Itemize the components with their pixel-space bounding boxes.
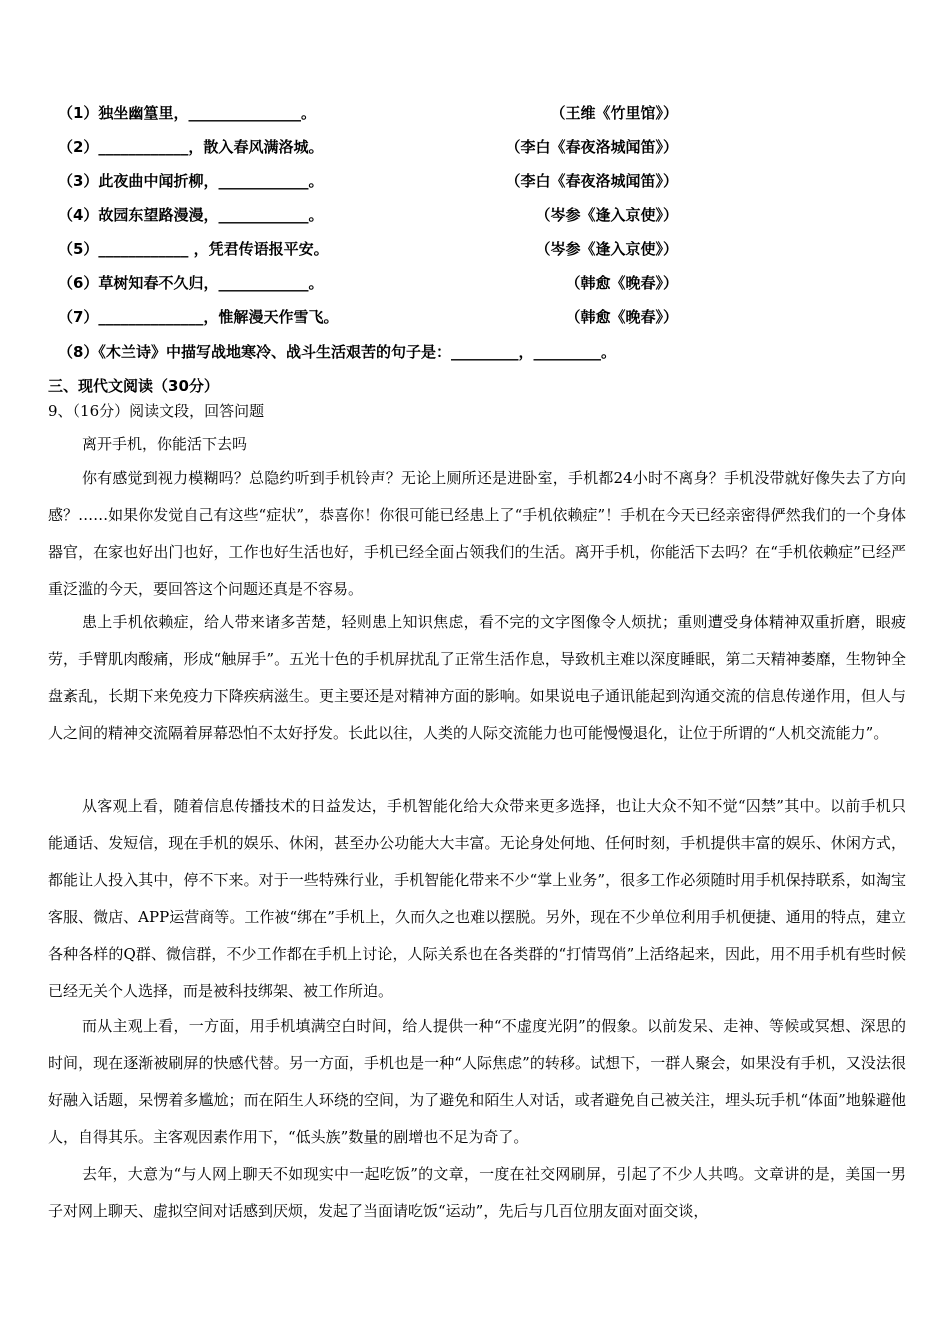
poetry-item-1 — [58, 101, 678, 125]
poetry-question: （6）草树知春不久归，____________。 — [58, 274, 324, 292]
poetry-question: （7）______________，惟解漫天作雪飞。 — [58, 308, 339, 326]
poetry-source: （李白《春夜洛城闻笛》） — [505, 138, 678, 156]
poetry-source: （王维《竹里馆》） — [550, 104, 678, 122]
question-heading: 9、（16分）阅读文段，回答问题 — [48, 402, 265, 420]
poetry-item-7 — [58, 305, 678, 329]
poetry-item-3 — [58, 169, 678, 193]
poetry-item-5 — [58, 237, 678, 261]
poetry-item-4 — [58, 203, 678, 227]
poetry-source: （岑参《逢入京使》） — [535, 240, 678, 258]
poetry-question: （5）____________ ，凭君传语报平安。 — [58, 240, 329, 258]
paragraph: 去年，大意为“与人网上聊天不如现实中一起吃饭”的文章，一度在社交网刷屏，引起了不少人共鸣。文章讲的是，美国一男子对网上聊天、虚拟空间对话感到厌烦，发起了当面请吃饭“运动”，先后与几百位朋友面对面交谈， — [48, 1165, 906, 1220]
article-title: 离开手机，你能活下去吗 — [82, 435, 248, 453]
poetry-question: （2）____________，散入春风满洛城。 — [58, 138, 324, 156]
paragraph: 从客观上看，随着信息传播技术的日益发达，手机智能化给大众带来更多选择，也让大众不知不觉“囚禁”其中。以前手机只能通话、发短信，现在手机的娱乐、休闲，甚至办公功能大大丰富。无论身处何地、任何时刻，手机提供丰富的娱乐、休闲方式，都能让人投入其中，停不下来。对于一些特殊行业，手机智能化带来不少“掌上业务”，很多工作必须随时用手机保持联系，如淘宝客服、微店、APP运营商等。工作被“绑在”手机上，久而久之也难以摆脱。另外，现在不少单位利用手机便捷、通用的特点，建立各种各样的Q群、微信群，不少工作都在手机上讨论，人际关系也在各类群的“打情骂俏”上活络起来，因此，用不用手机有些时候已经无关个人选择，而是被科技绑架、被工作所迫。 — [48, 797, 906, 1000]
poetry-source: （韩愈《晚春》） — [565, 308, 678, 326]
section-heading: 三、现代文阅读（30分） — [48, 377, 219, 395]
paragraph: 而从主观上看，一方面，用手机填满空白时间，给人提供一种“不虚度光阴”的假象。以前发呆、走神、等候或冥想、深思的时间，现在逐渐被刷屏的快感代替。另一方面，手机也是一种“人际焦虑”的转移。试想下，一群人聚会，如果没有手机，又没法很好融入话题，呆愣着多尴尬；而在陌生人环绕的空间，为了避免和陌生人对话，或者避免自己被关注，埋头玩手机“体面”地躲避他人，自得其乐。主客观因素作用下，“低头族”数量的剧增也不足为奇了。 — [48, 1017, 906, 1146]
paragraph: 你有感觉到视力模糊吗？总隐约听到手机铃声？无论上厕所还是进卧室，手机都24小时不离身？手机没带就好像失去了方向感？……如果你发觉自己有这些“症状”，恭喜你！你很可能已经患上了“手机依赖症”！手机在今天已经亲密得俨然我们的一个身体器官，在家也好出门也好，工作也好生活也好，手机已经全面占领我们的生活。离开手机，你能活下去吗？在“手机依赖症”已经严重泛滥的今天，要回答这个问题还真是不容易。 — [48, 469, 906, 598]
poetry-item-6 — [58, 271, 678, 295]
paragraph: 患上手机依赖症，给人带来诸多苦楚，轻则患上知识焦虑，看不完的文字图像令人烦扰；重则遭受身体精神双重折磨，眼疲劳，手臂肌肉酸痛，形成“触屏手”。五光十色的手机屏扰乱了正常生活作息，导致机主难以深度睡眠，第二天精神萎靡，生物钟全盘紊乱，长期下来免疫力下降疾病滋生。更主要还是对精神方面的影响。如果说电子通讯能起到沟通交流的信息传递作用，但人与人之间的精神交流隔着屏幕恐怕不太好抒发。长此以往，人类的人际交流能力也可能慢慢退化，让位于所谓的“人机交流能力”。 — [48, 613, 906, 742]
poetry-item-8: （8）《木兰诗》中描写战地寒冷、战斗生活艰苦的句子是：_________，_________。 — [58, 343, 616, 361]
poetry-question: （1）独坐幽篁里，_______________。 — [58, 104, 316, 122]
poetry-question: （4）故园东望路漫漫，____________。 — [58, 206, 324, 224]
poetry-source: （韩愈《晚春》） — [565, 274, 678, 292]
poetry-source: （岑参《逢入京使》） — [535, 206, 678, 224]
poetry-item-2 — [58, 135, 678, 159]
poetry-question: （3）此夜曲中闻折柳，____________。 — [58, 172, 324, 190]
poetry-source: （李白《春夜洛城闻笛》） — [505, 172, 678, 190]
